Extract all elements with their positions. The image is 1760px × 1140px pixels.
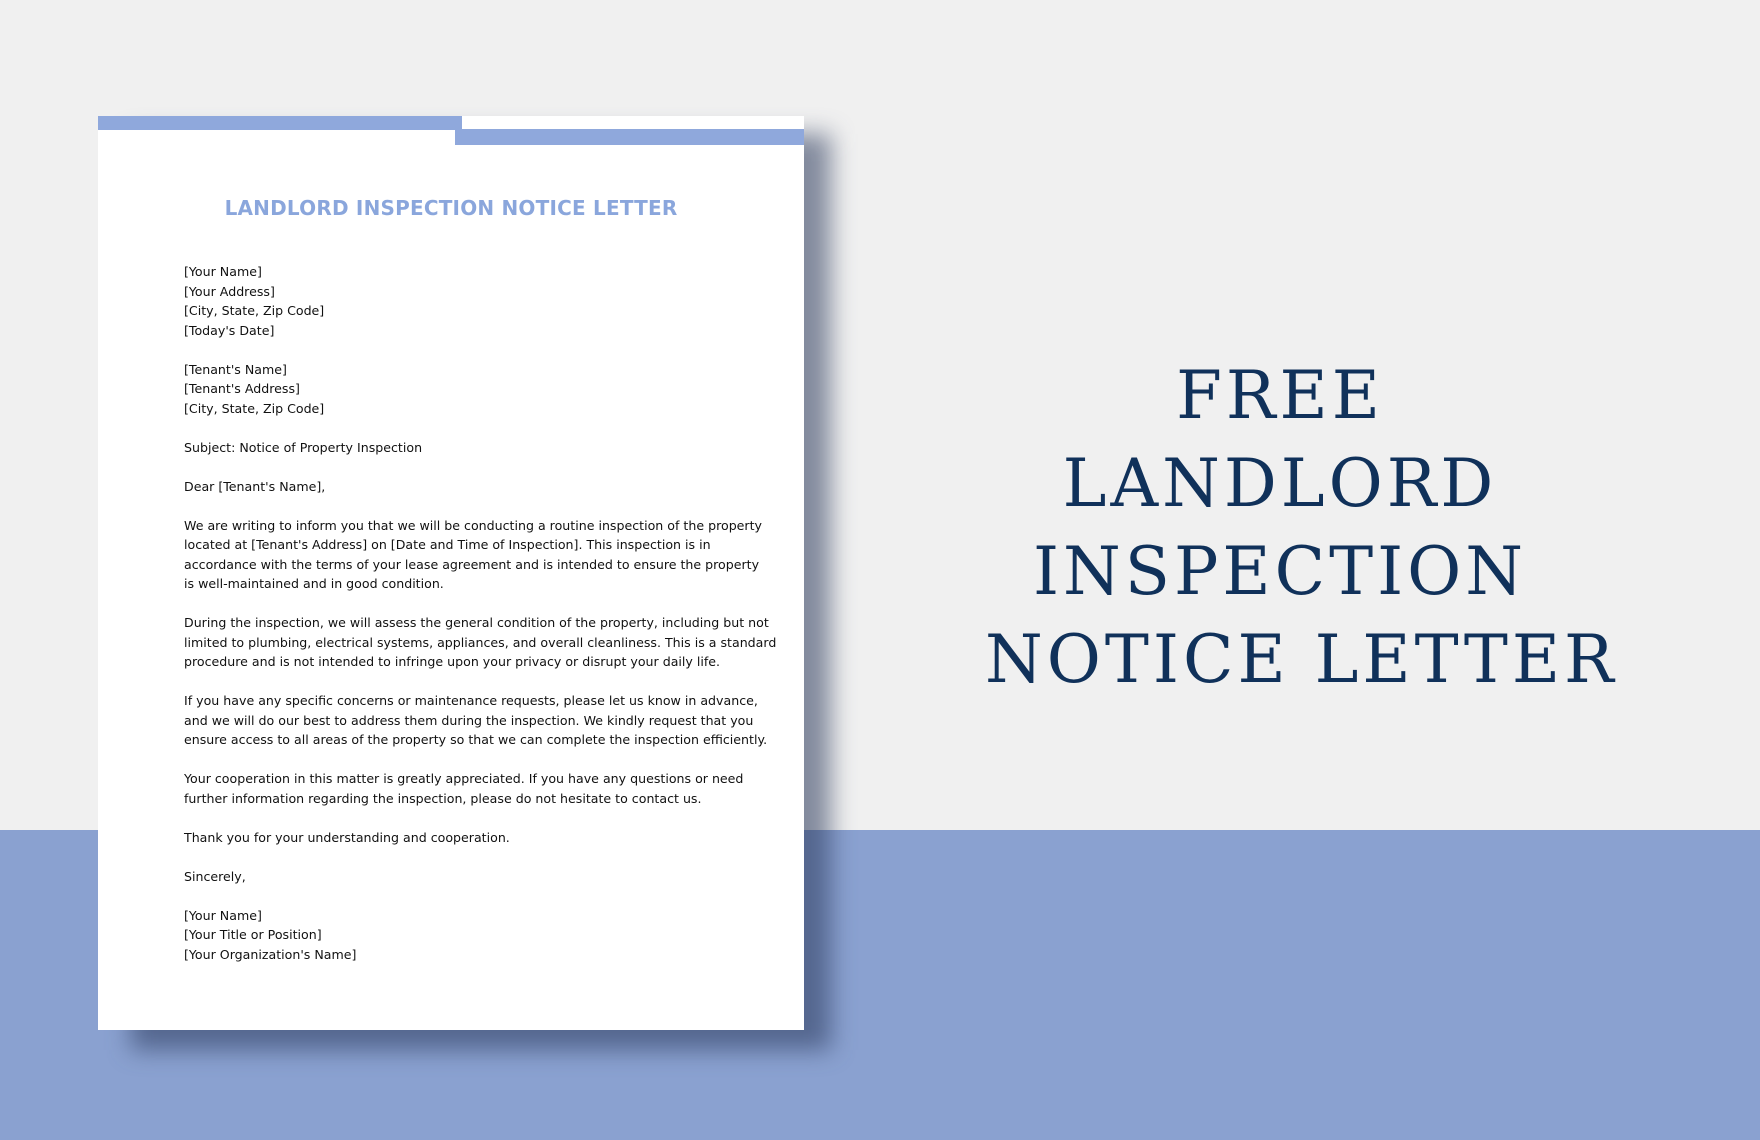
recipient-address: [Tenant's Address]	[184, 381, 300, 396]
body-paragraph-4	[184, 769, 744, 808]
sender-name: [Your Name]	[184, 264, 262, 279]
promo-line-free: FREE	[1176, 357, 1384, 434]
sender-date: [Today's Date]	[184, 322, 275, 338]
paragraph-line: Thank you for your understanding and cooperation.	[184, 829, 510, 845]
body-paragraph-1	[184, 516, 763, 594]
body-paragraph-2	[184, 613, 777, 672]
promo-line-notice-letter: NOTICE LETTER	[985, 621, 1618, 698]
salutation	[184, 477, 744, 497]
accent-bar-right	[455, 129, 804, 145]
paragraph-line: We are writing to inform you that we will be conducting a routine inspection of the property	[184, 517, 763, 533]
paragraph-line: limited to plumbing, electrical systems, appliances, and overall cleanliness. This is a standard	[184, 634, 777, 650]
paragraph-line: procedure and is not intended to infringe upon your privacy or disrupt your daily life.	[184, 654, 721, 669]
closing-text: Sincerely,	[184, 868, 246, 884]
sender-block	[184, 262, 744, 340]
paragraph-line: is well-maintained and in good condition.	[184, 576, 444, 591]
sender-city: [City, State, Zip Code]	[184, 303, 325, 318]
paragraph-line: During the inspection, we will assess the general condition of the property, including but not	[184, 615, 769, 630]
paragraph-line: located at [Tenant's Address] on [Date and Time of Inspection]. This inspection is in	[184, 537, 711, 552]
signature-title: [Your Title or Position]	[184, 927, 322, 942]
paragraph-line: If you have any specific concerns or maintenance requests, please let us know in advance,	[184, 693, 758, 708]
signature-block	[184, 906, 744, 965]
signature-name: [Your Name]	[184, 907, 262, 923]
promo-heading	[985, 352, 1618, 704]
closing	[184, 867, 744, 887]
letter-page	[98, 116, 804, 1030]
promo-line-inspection: INSPECTION	[1032, 533, 1528, 610]
accent-bar-left	[98, 116, 462, 130]
subject-text: Subject: Notice of Property Inspection	[184, 439, 423, 455]
sender-address: [Your Address]	[184, 283, 275, 299]
letter-body	[184, 262, 777, 984]
paragraph-line: accordance with the terms of your lease agreement and is intended to ensure the property	[184, 556, 760, 572]
body-paragraph-3	[184, 691, 768, 750]
paragraph-line: and we will do our best to address them during the inspection. We kindly request that you	[184, 712, 754, 728]
promo-line-landlord: LANDLORD	[1062, 445, 1498, 522]
signature-organization: [Your Organization's Name]	[184, 946, 357, 962]
recipient-name: [Tenant's Name]	[184, 361, 287, 377]
recipient-city: [City, State, Zip Code]	[184, 400, 325, 416]
recipient-block	[184, 360, 744, 419]
salutation-text: Dear [Tenant's Name],	[184, 478, 326, 494]
body-paragraph-5	[184, 828, 744, 848]
paragraph-line: ensure access to all areas of the property so that we can complete the inspection efficiently.	[184, 732, 768, 747]
paragraph-line: Your cooperation in this matter is greatly appreciated. If you have any questions or need	[184, 771, 744, 786]
subject-line	[184, 438, 744, 458]
paragraph-line: further information regarding the inspection, please do not hesitate to contact us.	[184, 790, 702, 806]
letter-title: LANDLORD INSPECTION NOTICE LETTER	[224, 196, 678, 220]
